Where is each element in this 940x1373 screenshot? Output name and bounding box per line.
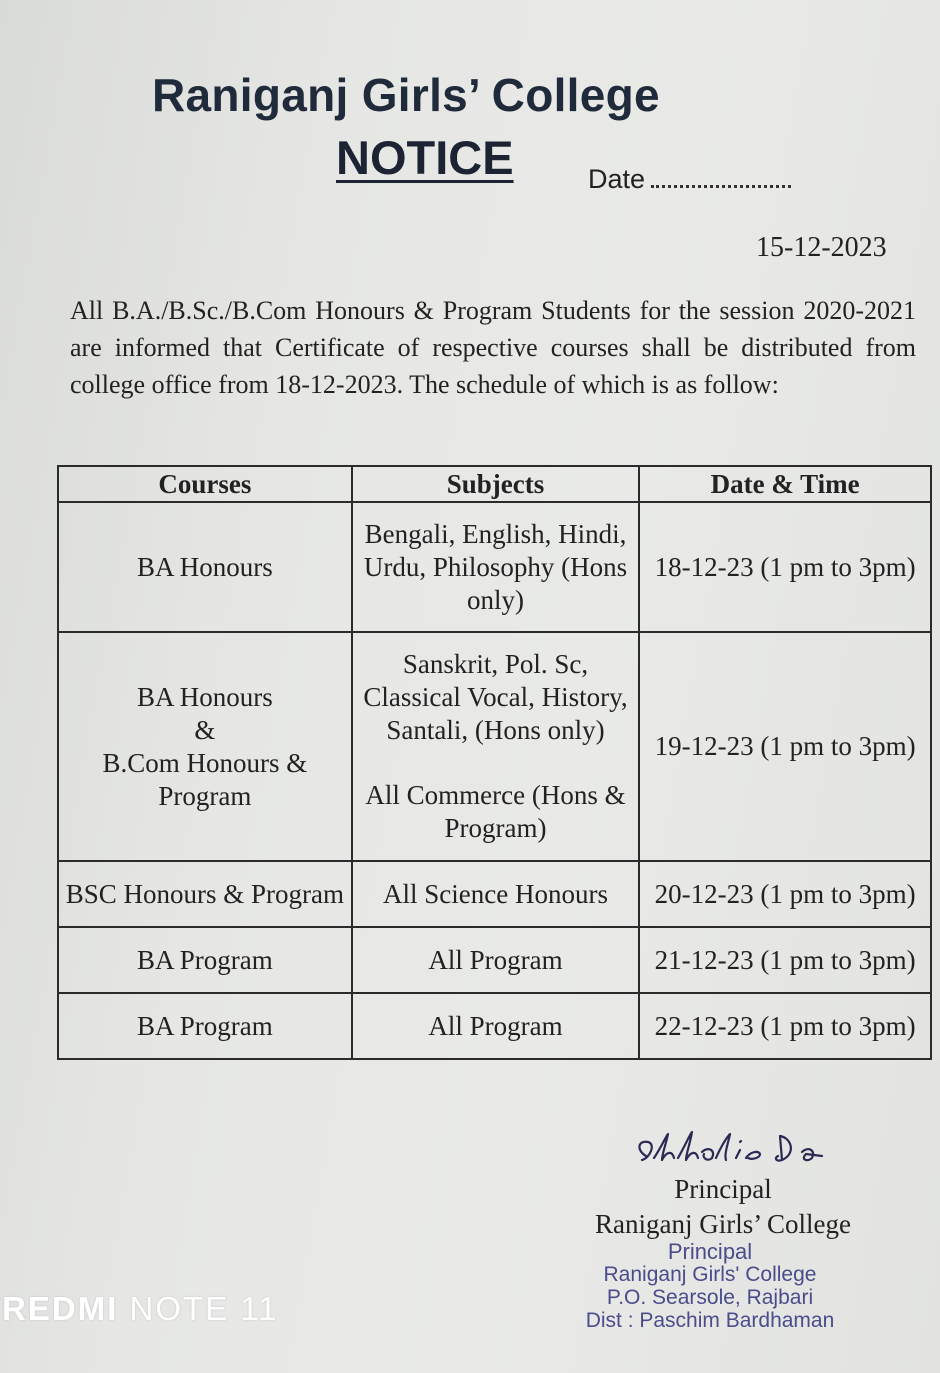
subjects-cell: All Program: [352, 927, 640, 993]
course-cell: BA Program: [58, 927, 352, 993]
notice-heading: NOTICE: [336, 131, 514, 184]
principal-stamp: [560, 1240, 860, 1332]
notice-body: All B.A./B.Sc./B.Com Honours & Program Students for the session 2020-2021 are informed that Certificate of respective courses shall be distributed from college office from 18-12-2023. The schedule of which is as follow:: [70, 296, 916, 399]
subjects-cell: All Program: [352, 993, 640, 1059]
notice-date: 15-12-2023: [756, 232, 887, 263]
subjects-cell: Bengali, English, Hindi, Urdu, Philosophy (Hons only): [352, 502, 640, 632]
spacer: [359, 747, 633, 779]
principal-signoff: [550, 1172, 896, 1242]
course-cell: BSC Honours & Program: [58, 861, 352, 927]
date-field: [588, 164, 791, 195]
date-time-cell: 19-12-23 (1 pm to 3pm): [639, 632, 931, 861]
table-row: [58, 502, 931, 632]
course-cell: BA Honours: [58, 502, 352, 632]
watermark-model: NOTE 11: [129, 1290, 279, 1327]
header-subjects: Subjects: [352, 466, 640, 502]
stamp-college: Raniganj Girls' College: [603, 1263, 817, 1286]
watermark-brand: REDMI: [2, 1290, 119, 1327]
subjects-line: All Commerce (Hons & Program): [365, 780, 626, 843]
date-time-cell: 18-12-23 (1 pm to 3pm): [639, 502, 931, 632]
subjects-line: Sanskrit, Pol. Sc, Classical Vocal, History, Santali, (Hons only): [363, 649, 628, 745]
header-courses: Courses: [58, 466, 352, 502]
schedule-table: [57, 465, 932, 1060]
header-date-time: Date & Time: [639, 466, 931, 502]
table-row: [58, 993, 931, 1059]
stamp-district: Dist : Paschim Bardhaman: [585, 1309, 835, 1332]
camera-watermark: [2, 1290, 279, 1328]
principal-signature: [632, 1128, 922, 1172]
course-cell: [58, 632, 352, 861]
course-cell: BA Program: [58, 993, 352, 1059]
course-line: BA Honours: [136, 681, 273, 712]
table-row: [58, 861, 931, 927]
course-line: &: [194, 714, 216, 745]
date-time-cell: 20-12-23 (1 pm to 3pm): [639, 861, 931, 927]
subjects-cell: [352, 632, 640, 861]
course-line: B.Com Honours & Program: [102, 747, 308, 811]
subjects-cell: All Science Honours: [352, 861, 640, 927]
signoff-college: Raniganj Girls’ College: [595, 1209, 851, 1239]
table-row: [58, 632, 931, 861]
date-time-cell: 21-12-23 (1 pm to 3pm): [639, 927, 931, 993]
date-dotted-line: [651, 167, 791, 188]
date-time-cell: 22-12-23 (1 pm to 3pm): [639, 993, 931, 1059]
signoff-title: Principal: [674, 1174, 772, 1204]
table-row: [58, 927, 931, 993]
date-label: Date: [588, 164, 646, 194]
stamp-title: Principal: [667, 1239, 753, 1264]
college-title: Raniganj Girls’ College: [152, 69, 660, 121]
table-header-row: [58, 466, 931, 502]
stamp-address: P.O. Searsole, Rajbari: [606, 1286, 814, 1309]
